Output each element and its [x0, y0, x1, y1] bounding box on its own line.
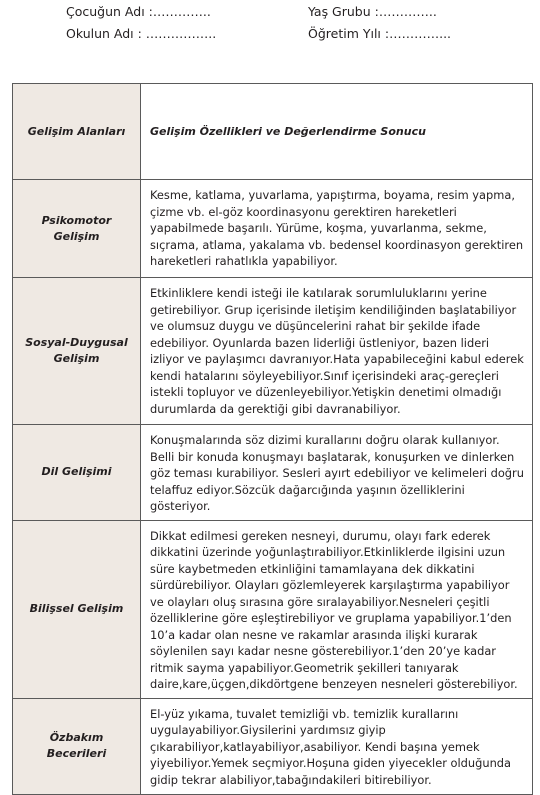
child-name-field: Çocuğun Adı :………….. — [66, 4, 211, 19]
row-text: Kesme, katlama, yuvarlama, yapıştırma, boyama, resim yapma, çizme vb. el-göz koordinasyonu gerektiren hareketleri yapabilmede başarılı. Yürüme, koşma, yuvarlanma, sekme, sıçrama, atlama, yakalama vb. bedensel koordinasyon gerektiren hareketleri rahatlıkla yapabiliyor. — [141, 180, 533, 278]
row-text: Dikkat edilmesi gereken nesneyi, durumu, olayı fark ederek dikkatini üzerinde yoğunlaştırabiliyor.Etkinliklerde ilgisini uzun süre kaybetmeden etkinliğini tamamlayana dek dikkatini sürdürebiliyor. Olayları gözlemleyerek karşılaştırma yapabiliyor ve olayları oluş sırasına göre sıralayabiliyor.Nesneleri çeşitli özelliklerine göre eşleştirebiliyor ve gruplama yapabiliyor.1’den 10’a kadar olan nesne ve rakamlar arasında ilişki kurarak söylenilen sayı kadar nesne gösterebiliyor.1’den 20’ye kadar ritmik sayma yapabiliyor.Geometrik şekilleri tanıyarak daire,kare,üçgen,dikdörtgene benzeyen nesneleri gösterebiliyor. — [141, 520, 533, 698]
row-label-psikomotor — [13, 180, 141, 278]
age-group-field: Yaş Grubu :………….. — [308, 4, 437, 19]
table-row — [13, 520, 533, 698]
row-label-bilissel — [13, 520, 141, 698]
row-label-ozbakim — [13, 698, 141, 794]
table-row — [13, 425, 533, 521]
row-label-line2: Becerileri — [46, 747, 107, 760]
row-label-line1: Psikomotor — [41, 213, 112, 227]
row-label-line2: Gelişim — [53, 352, 100, 365]
row-text: Konuşmalarında söz dizimi kurallarını doğru olarak kullanıyor. Belli bir konuda konuşmayı başlatarak, konuşurken ve dinlerken göz teması kurabiliyor. Sesleri ayırt edebiliyor ve kelimeleri doğru telaffuz ediyor.Sözcük dağarcığında yaşının özelliklerini gösteriyor. — [141, 425, 533, 521]
row-label-dil — [13, 425, 141, 521]
school-year-field: Öğretim Yılı :…………... — [308, 26, 452, 41]
development-table — [12, 83, 533, 795]
table-row — [13, 278, 533, 425]
row-label-line1: Dil Gelişimi — [41, 465, 112, 479]
col2-header — [141, 84, 533, 180]
row-label-line2: Gelişim — [53, 229, 100, 243]
row-label-line1: Sosyal-Duygusal — [25, 336, 128, 349]
col2-header-text: Gelişim Özellikleri ve Değerlendirme Sonucu — [150, 125, 426, 138]
row-text: Etkinliklere kendi isteği ile katılarak sorumluluklarını yerine getirebiliyor. Grup içerisinde iletişim kendiliğinden başlatabiliyor ve olumsuz duygu ve düşüncelerini rahat bir şekilde ifade edebiliyor. Oyunlarda bazen liderliği üstleniyor, bazen lideri izliyor ve paylaşımcı davranıyor.Hata yapabileceğini kabul ederek kendi hatalarını söyleyebiliyor.Sınıf içerisindeki araç-gereçleri istekli topluyor ve düzenleyebiliyor.Yetişkin denetimi olmadığı durumlarda da gerektiği gibi davranabiliyor. — [141, 278, 533, 425]
row-label-sosyal-duygusal — [13, 278, 141, 425]
table-row — [13, 180, 533, 278]
col1-header — [13, 84, 141, 180]
col1-header-text: Gelişim Alanları — [27, 124, 126, 138]
table-row — [13, 698, 533, 794]
row-label-line1: Özbakım — [49, 731, 104, 744]
table-header-row — [13, 84, 533, 180]
row-label-line1: Bilişsel Gelişim — [29, 602, 124, 615]
row-text: El-yüz yıkama, tuvalet temizliği vb. temizlik kurallarını uygulayabiliyor.Giysilerini yardımsız giyip çıkarabiliyor,katlayabiliyor,asabiliyor. Kendi başına yemek yiyebiliyor.Yemek seçmiyor.Hoşuna giden yiyecekler olduğunda gidip tekrar alabiliyor,tabağındakileri bitirebiliyor. — [141, 698, 533, 794]
school-name-field: Okulun Adı : …………….. — [66, 26, 217, 41]
